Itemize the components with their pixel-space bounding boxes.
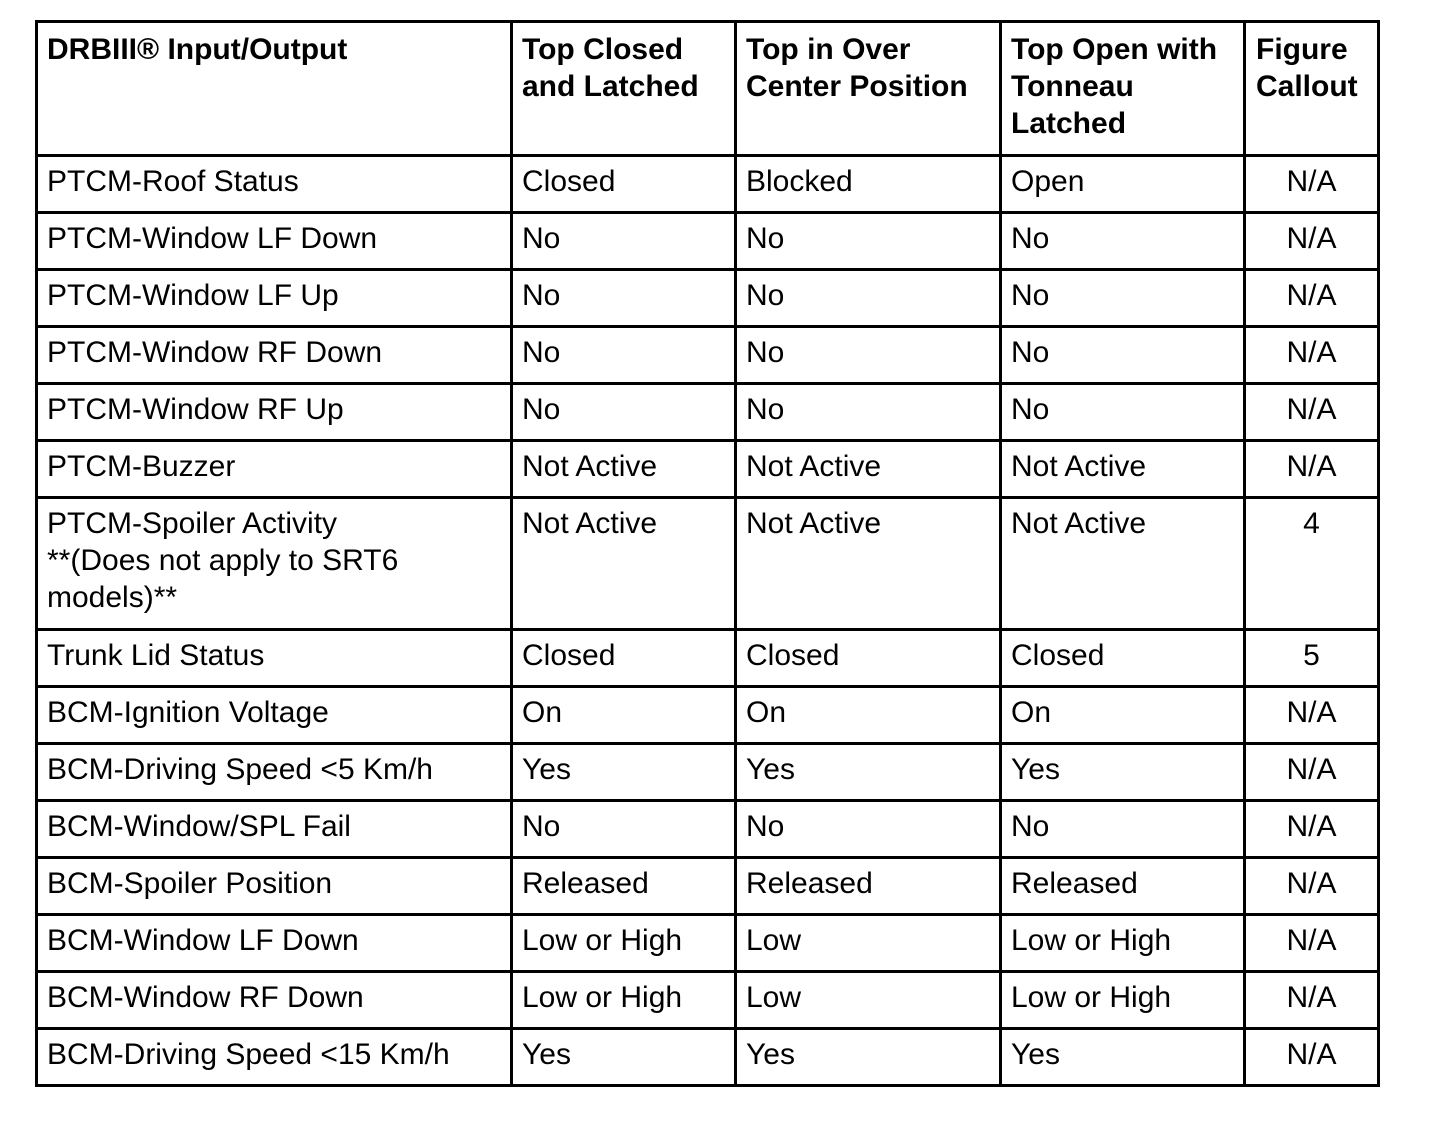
cell-top-over-center: On <box>736 687 1001 744</box>
table-row <box>37 744 1379 801</box>
cell-top-closed: No <box>512 327 736 384</box>
table-row <box>37 327 1379 384</box>
cell-input-output: Trunk Lid Status <box>37 630 512 687</box>
cell-top-open: Yes <box>1001 744 1245 801</box>
cell-figure-callout: N/A <box>1245 327 1379 384</box>
cell-top-open: No <box>1001 801 1245 858</box>
cell-figure-callout: N/A <box>1245 744 1379 801</box>
cell-top-over-center: No <box>736 801 1001 858</box>
cell-top-over-center: Closed <box>736 630 1001 687</box>
cell-top-over-center: Low <box>736 972 1001 1029</box>
cell-top-open: On <box>1001 687 1245 744</box>
cell-top-open: Closed <box>1001 630 1245 687</box>
cell-input-output: PTCM-Window LF Up <box>37 270 512 327</box>
cell-input-output: BCM-Driving Speed <15 Km/h <box>37 1029 512 1086</box>
header-top-closed-latched: Top Closed and Latched <box>512 22 736 156</box>
cell-top-closed: Yes <box>512 744 736 801</box>
cell-top-over-center: Yes <box>736 744 1001 801</box>
cell-top-closed: No <box>512 213 736 270</box>
cell-top-open: Not Active <box>1001 498 1245 630</box>
cell-top-over-center: Yes <box>736 1029 1001 1086</box>
cell-top-closed: No <box>512 270 736 327</box>
cell-top-open: No <box>1001 384 1245 441</box>
cell-input-output: PTCM-Spoiler Activity **(Does not apply to SRT6 models)** <box>37 498 512 630</box>
cell-top-open: Low or High <box>1001 972 1245 1029</box>
cell-figure-callout: N/A <box>1245 213 1379 270</box>
table-row <box>37 441 1379 498</box>
cell-figure-callout: N/A <box>1245 801 1379 858</box>
table-row <box>37 498 1379 630</box>
cell-top-closed: Not Active <box>512 498 736 630</box>
table-row <box>37 972 1379 1029</box>
cell-figure-callout: N/A <box>1245 1029 1379 1086</box>
cell-top-over-center: No <box>736 270 1001 327</box>
cell-input-output: PTCM-Window RF Down <box>37 327 512 384</box>
cell-top-over-center: No <box>736 213 1001 270</box>
cell-top-open: Not Active <box>1001 441 1245 498</box>
cell-figure-callout: N/A <box>1245 687 1379 744</box>
cell-top-closed: Not Active <box>512 441 736 498</box>
cell-top-closed: Closed <box>512 156 736 213</box>
cell-figure-callout: N/A <box>1245 972 1379 1029</box>
cell-top-closed: No <box>512 801 736 858</box>
cell-figure-callout: N/A <box>1245 156 1379 213</box>
header-row <box>37 22 1379 156</box>
header-top-over-center: Top in Over Center Position <box>736 22 1001 156</box>
cell-input-output: PTCM-Roof Status <box>37 156 512 213</box>
cell-top-open: Low or High <box>1001 915 1245 972</box>
cell-figure-callout: N/A <box>1245 858 1379 915</box>
cell-top-closed: Closed <box>512 630 736 687</box>
cell-input-output: BCM-Spoiler Position <box>37 858 512 915</box>
table-row <box>37 1029 1379 1086</box>
cell-input-output: BCM-Window/SPL Fail <box>37 801 512 858</box>
cell-top-open: Yes <box>1001 1029 1245 1086</box>
table-row <box>37 801 1379 858</box>
cell-figure-callout: N/A <box>1245 441 1379 498</box>
cell-input-output: PTCM-Buzzer <box>37 441 512 498</box>
table-row <box>37 915 1379 972</box>
cell-top-over-center: Not Active <box>736 441 1001 498</box>
cell-input-output: BCM-Driving Speed <5 Km/h <box>37 744 512 801</box>
cell-figure-callout: N/A <box>1245 915 1379 972</box>
cell-top-over-center: Low <box>736 915 1001 972</box>
cell-top-open: No <box>1001 270 1245 327</box>
header-top-open-tonneau: Top Open with Tonneau Latched <box>1001 22 1245 156</box>
cell-figure-callout: 4 <box>1245 498 1379 630</box>
cell-input-output: PTCM-Window LF Down <box>37 213 512 270</box>
cell-top-closed: Low or High <box>512 972 736 1029</box>
cell-top-closed: Low or High <box>512 915 736 972</box>
cell-top-over-center: No <box>736 384 1001 441</box>
cell-top-over-center: Not Active <box>736 498 1001 630</box>
cell-input-output: PTCM-Window RF Up <box>37 384 512 441</box>
table-row <box>37 384 1379 441</box>
cell-top-open: No <box>1001 213 1245 270</box>
cell-top-over-center: Blocked <box>736 156 1001 213</box>
cell-top-closed: No <box>512 384 736 441</box>
cell-top-over-center: No <box>736 327 1001 384</box>
cell-top-over-center: Released <box>736 858 1001 915</box>
cell-input-output: BCM-Ignition Voltage <box>37 687 512 744</box>
cell-top-closed: Yes <box>512 1029 736 1086</box>
cell-top-open: Open <box>1001 156 1245 213</box>
cell-top-open: No <box>1001 327 1245 384</box>
header-figure-callout: Figure Callout <box>1245 22 1379 156</box>
table-row <box>37 687 1379 744</box>
drbiii-status-table <box>35 20 1380 1087</box>
table-row <box>37 156 1379 213</box>
cell-figure-callout: N/A <box>1245 384 1379 441</box>
table-row <box>37 270 1379 327</box>
cell-figure-callout: N/A <box>1245 270 1379 327</box>
header-input-output: DRBIII® Input/Output <box>37 22 512 156</box>
cell-figure-callout: 5 <box>1245 630 1379 687</box>
cell-top-closed: On <box>512 687 736 744</box>
cell-top-open: Released <box>1001 858 1245 915</box>
table-row <box>37 213 1379 270</box>
table-row <box>37 858 1379 915</box>
cell-input-output: BCM-Window RF Down <box>37 972 512 1029</box>
table-row <box>37 630 1379 687</box>
cell-input-output: BCM-Window LF Down <box>37 915 512 972</box>
cell-top-closed: Released <box>512 858 736 915</box>
